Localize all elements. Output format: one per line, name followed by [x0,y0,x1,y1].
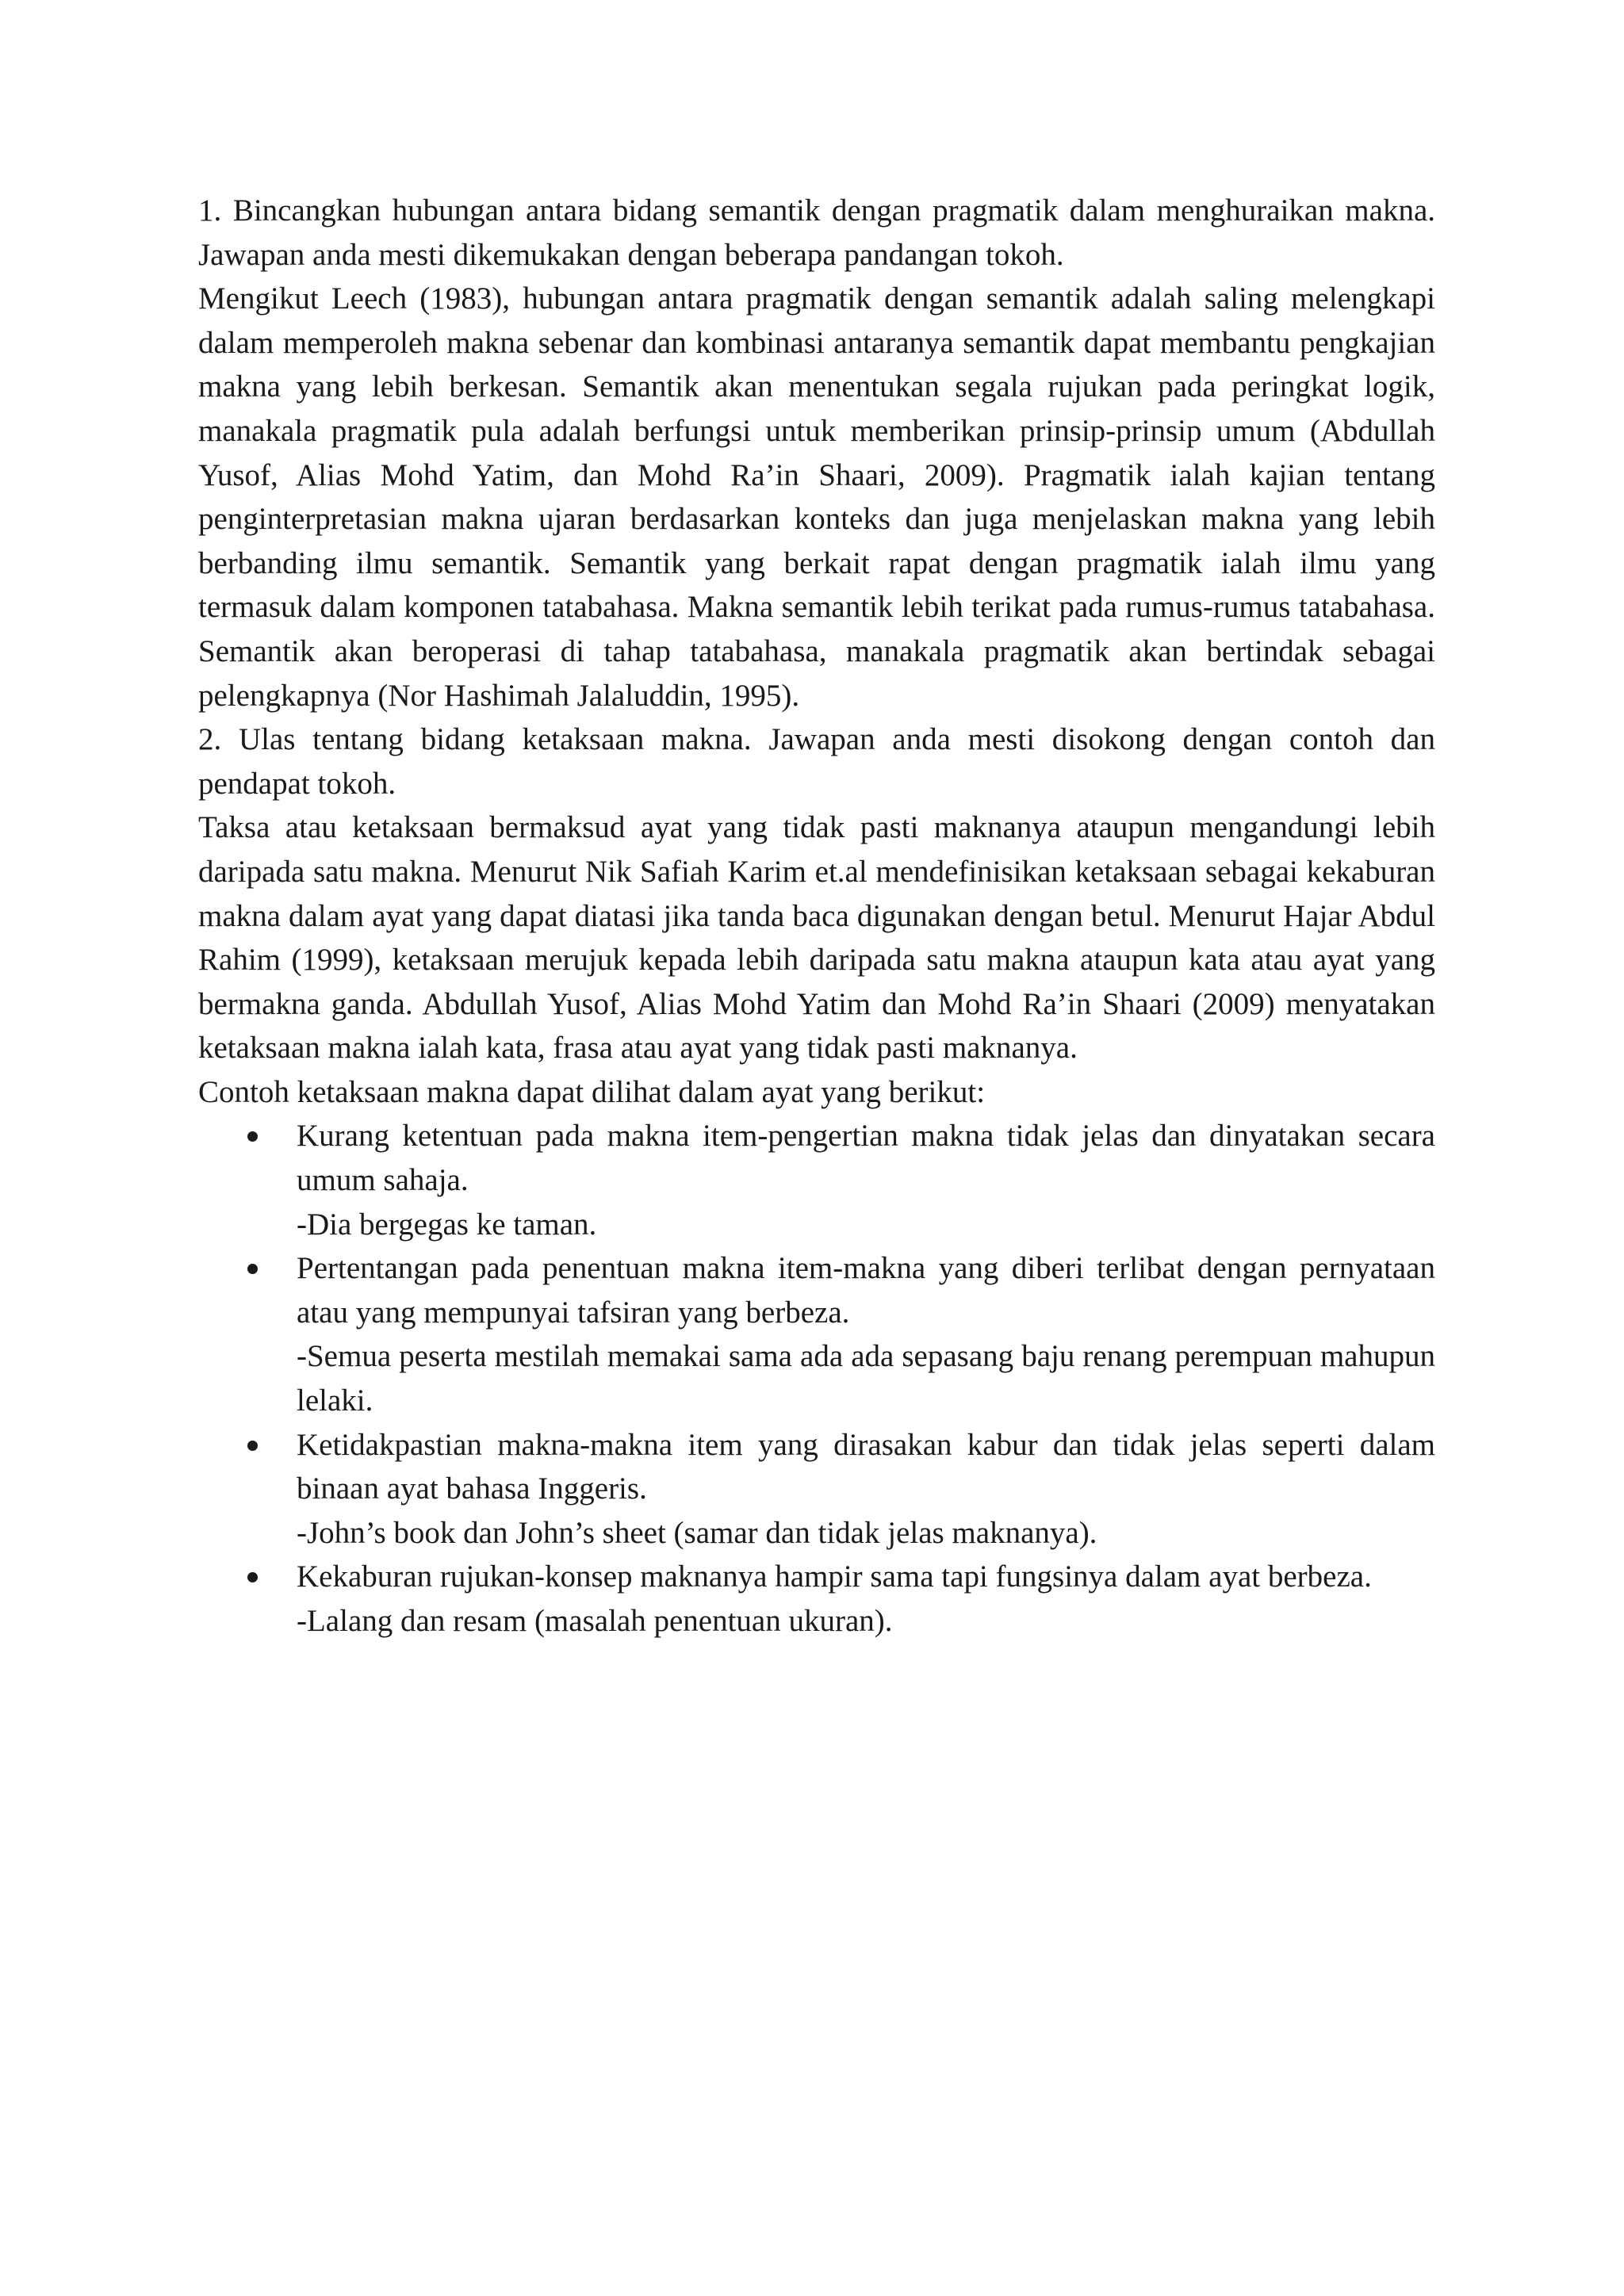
bullet-icon [247,1441,258,1451]
examples-intro: Contoh ketaksaan makna dapat dilihat dalam ayat yang berikut: [198,1074,986,1109]
answer-1-paragraph: Mengikut Leech (1983), hubungan antara pragmatik dengan semantik adalah saling melengkapi dalam memperoleh makna sebenar dan kombinasi antaranya semantik dapat membantu pengkajian makna yang lebih berkesan. Semantik akan menentukan segala rujukan pada peringkat logik, manakala pragmatik pula adalah berfungsi untuk memberikan prinsip-prinsip umum (Abdullah Yusof, Alias Mohd Yatim, dan Mohd Ra’in Shaari, 2009). Pragmatik ialah kajian tentang penginterpretasian makna ujaran berdasarkan konteks dan juga menjelaskan makna yang lebih berbanding ilmu semantik. Semantik yang berkait rapat dengan pragmatik ialah ilmu yang termasuk dalam komponen tatabahasa. Makna semantik lebih terikat pada rumus-rumus tatabahasa. Semantik akan beroperasi di tahap tatabahasa, manakala pragmatik akan bertindak sebagai pelengkapnya (Nor Hashimah Jalaluddin, 1995). [198,281,1435,713]
list-item-example: -Dia bergegas ke taman. [297,1207,597,1242]
answer-2-paragraph: Taksa atau ketaksaan bermaksud ayat yang tidak pasti maknanya ataupun mengandungi lebih daripada satu makna. Menurut Nik Safiah Karim et.al mendefinisikan ketaksaan sebagai kekaburan makna dalam ayat yang dapat diatasi jika tanda baca digunakan dengan betul. Menurut Hajar Abdul Rahim (1999), ketaksaan merujuk kepada lebih daripada satu makna ataupun kata atau ayat yang bermakna ganda. Abdullah Yusof, Alias Mohd Yatim dan Mohd Ra’in Shaari (2009) menyatakan ketaksaan makna ialah kata, frasa atau ayat yang tidak pasti maknanya. [198,810,1435,1066]
list-item-text: Ketidakpastian makna-makna item yang dirasakan kabur dan tidak jelas seperti dalam binaan ayat bahasa Inggeris. [297,1427,1435,1506]
list-item [198,1555,1435,1643]
examples-list [198,1114,1435,1643]
bullet-icon [247,1131,258,1142]
bullet-icon [247,1264,258,1274]
list-item [198,1423,1435,1556]
list-item-example: -Lalang dan resam (masalah penentuan ukuran). [297,1604,893,1638]
list-item [198,1246,1435,1422]
list-item-text: Pertentangan pada penentuan makna item-makna yang diberi terlibat dengan pernyataan atau yang mempunyai tafsiran yang berbeza. [297,1251,1435,1330]
list-item [198,1114,1435,1246]
list-item-example: -John’s book dan John’s sheet (samar dan tidak jelas maknanya). [297,1515,1097,1550]
bullet-icon [247,1572,258,1582]
list-item-text: Kurang ketentuan pada makna item-pengertian makna tidak jelas dan dinyatakan secara umum sahaja. [297,1119,1435,1198]
question-2: 2. Ulas tentang bidang ketaksaan makna. Jawapan anda mesti disokong dengan contoh dan pendapat tokoh. [198,722,1435,801]
list-item-text: Kekaburan rujukan-konsep maknanya hampir sama tapi fungsinya dalam ayat berbeza. [297,1559,1372,1594]
question-1: 1. Bincangkan hubungan antara bidang semantik dengan pragmatik dalam menghuraikan makna. Jawapan anda mesti dikemukakan dengan beberapa pandangan tokoh. [198,193,1435,272]
document-page [198,189,1435,1644]
list-item-example: -Semua peserta mestilah memakai sama ada ada sepasang baju renang perempuan mahupun lelaki. [297,1339,1435,1418]
